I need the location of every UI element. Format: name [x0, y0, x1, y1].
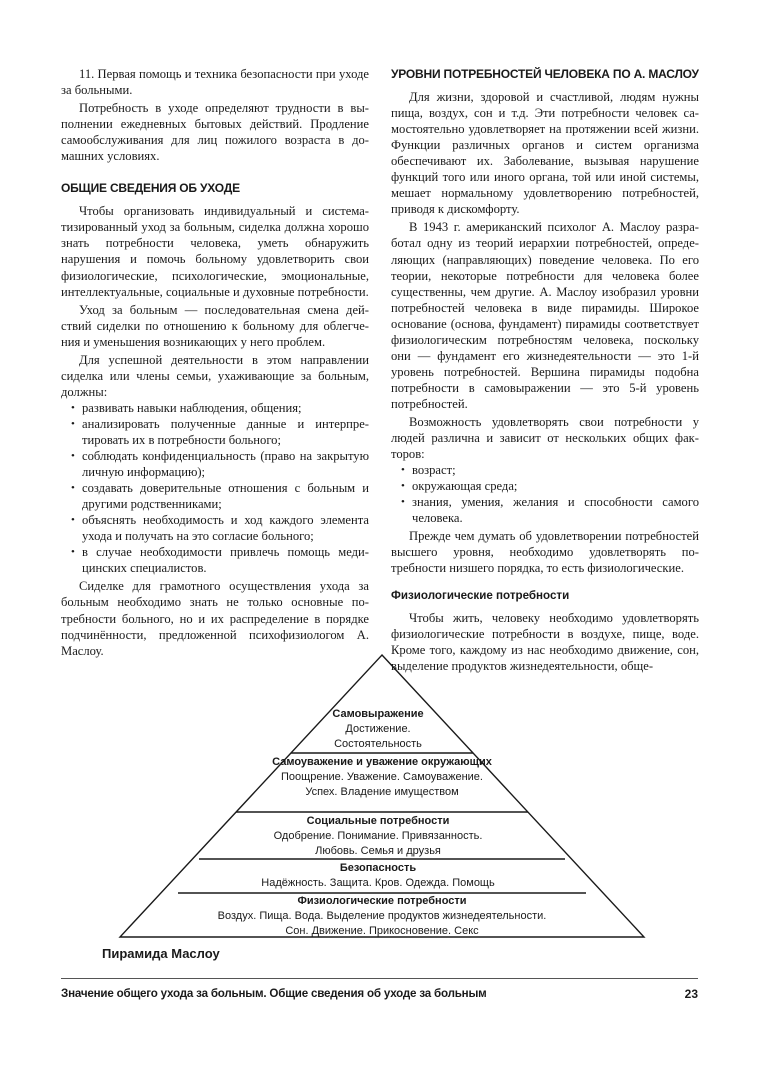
pyramid-level-line: Одобрение. Понимание. Привязанность. [273, 830, 483, 842]
left-paragraph-5: Для успешной деятельности в этом направлении сиделка или члены семьи, ухаживающие за больным, должны: [61, 352, 369, 399]
right-paragraph-1: Для жизни, здоровой и счастливой, людям нужны пища, воздух, сон и т.д. Эти потребности человек самостоятельно удовлетворяет на протяжении всей жизни. Функции различных органов и систем организма обеспечивают их. Заболевание, вызывая нарушение функций того или иного органа, той или иной системы, мешает нормальному удовлетворению потребностей, приводя к дискомфорту. [391, 90, 699, 217]
left-paragraph-4: Уход за больным — последовательная смена действий сиделки по отношению к больному для облегчения и уменьшения возникающих у него проблем. [61, 302, 369, 349]
pyramid-level-line: Надёжность. Защита. Кров. Одежда. Помощь [261, 877, 495, 889]
left-column [61, 66, 369, 661]
right-paragraph-5: Чтобы жить, человеку необходимо удовлетворять физиологические потребности в воздухе, пище, воде. Кроме того, каждому из нас необходимо движение, сон, выделение продуктов жизнедеятельности, обще- [391, 610, 699, 673]
pyramid-level-line: Любовь. Семья и друзья [315, 845, 441, 857]
left-paragraph-3: Чтобы организовать индивидуальный и систематизированный уход за больным, сиделка должна хорошо знать потребности человека, уметь обнаружить нарушения и помочь больному удовлетворить свои физиологические, психологические, эмоциональные, интеллектуальные, социальные и духовные потребности. [61, 204, 369, 299]
pyramid-level-physiological [170, 894, 594, 939]
list-item: • возраст; [391, 462, 699, 478]
caregiver-duties-list [61, 400, 369, 577]
pyramid-level-self-actualization [200, 707, 556, 752]
right-column [391, 66, 699, 676]
section-heading-general: ОБЩИЕ СВЕДЕНИЯ ОБ УХОДЕ [61, 181, 240, 196]
list-item: • создавать доверительные отношения с больным и другими родственниками; [61, 480, 369, 512]
pyramid-level-safety [200, 861, 556, 891]
page-number: 23 [684, 987, 698, 1001]
pyramid-level-social [200, 814, 556, 859]
pyramid-caption: Пирамида Маслоу [102, 946, 220, 961]
pyramid-level-title: Безопасность [339, 862, 417, 874]
right-paragraph-2: В 1943 г. американский психолог А. Маслоу разработал одну из теорий иерархии потребностей, определяющих (направляющих) поведение человека. По его теории, некоторые потребности для человека более существенны, чем другие. А. Маслоу изобразил уровни потребностей человека в виде пирамиды. Широкое основание (основа, фундамент) пирамиды соответствует физиологическим потребностям человека, поскольку они — фундамент его жизнедеятельности — это 1-й уровень потребностей. Вершина пирамиды подобна потребности в самовыражении — это 5-й уровень потребностей. [391, 220, 699, 411]
factors-list [391, 462, 699, 526]
left-paragraph-6: Сиделке для грамотного осуществления ухода за больным необходимо знать не только основные потребности больного, но и их распределение в порядке подчинённости, предложенной психофизиологом А. Маслоу. [61, 579, 369, 658]
pyramid-level-line: Состоятельность [334, 738, 422, 750]
pyramid-level-title: Физиологические потребности [297, 895, 467, 907]
list-item: • соблюдать конфиденциальность (право на закрытую личную информацию); [61, 448, 369, 480]
pyramid-level-title: Социальные потребности [306, 815, 450, 827]
list-item: • анализировать полученные данные и интерпретировать их в потребности больного; [61, 416, 369, 448]
subheading-physiological: Физиологические потребности [391, 589, 570, 603]
right-paragraph-3: Возможность удовлетворять свои потребности у людей различна и зависит от нескольких общих факторов: [391, 414, 699, 462]
pyramid-level-line: Воздух. Пища. Вода. Выделение продуктов жизнедеятельности. [217, 910, 547, 922]
list-item: • объяснять необходимость и ход каждого элемента ухода и получать на это согласие больного; [61, 512, 369, 544]
pyramid-level-line: Успех. Владение имуществом [305, 786, 459, 798]
pyramid-level-line: Сон. Движение. Прикосновение. Секс [285, 925, 479, 937]
running-footer-title: Значение общего ухода за больным. Общие сведения об уходе за больным [61, 987, 487, 1000]
section-heading-maslow: УРОВНИ ПОТРЕБНОСТЕЙ ЧЕЛОВЕКА ПО А. МАСЛОУ [391, 67, 699, 81]
list-item: • окружающая среда; [391, 478, 699, 494]
left-paragraph-1: 11. Первая помощь и техника безопасности при уходе за больными. [61, 67, 369, 98]
list-item: • знания, умения, желания и способности самого человека. [391, 494, 699, 526]
pyramid-level-line: Поощрение. Уважение. Самоуважение. [281, 771, 483, 783]
pyramid-level-title: Самовыражение [332, 708, 424, 720]
pyramid-level-title: Самоуважение и уважение окружающих [272, 756, 492, 768]
right-paragraph-4: Прежде чем думать об удовлетворении потребностей высшего уровня, необходимо удовлетворять потребности низшего порядка, то есть физиологические. [391, 529, 699, 576]
pyramid-level-line: Достижение. [345, 723, 411, 735]
footer-divider [61, 978, 698, 979]
pyramid-level-esteem [266, 755, 498, 800]
list-item: • в случае необходимости привлечь помощь медицинских специалистов. [61, 544, 369, 576]
left-paragraph-2: Потребность в уходе определяют трудности в выполнении ежедневных бытовых действий. Продление самообслуживания для лиц пожилого возраста в домашних условиях. [61, 101, 369, 164]
list-item: • развивать навыки наблюдения, общения; [61, 400, 369, 416]
